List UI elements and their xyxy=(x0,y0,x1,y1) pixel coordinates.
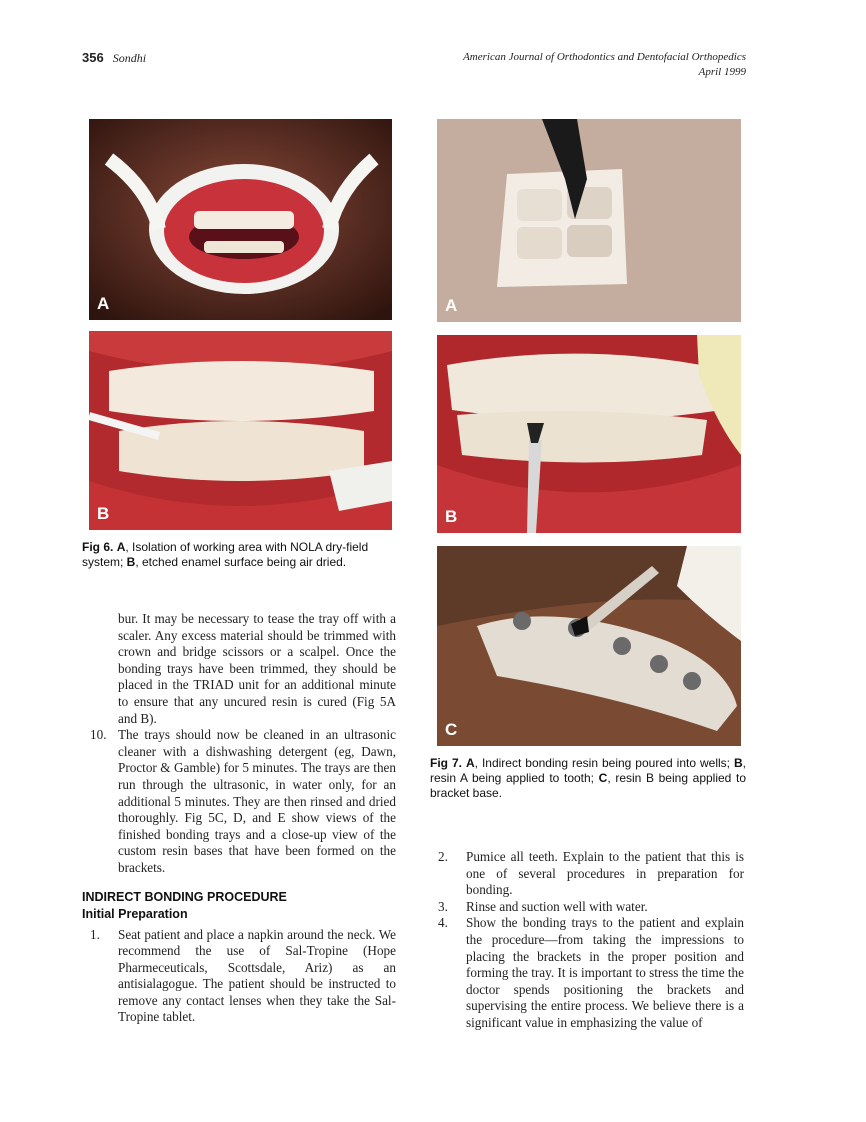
fig6-caption-a-letter: A xyxy=(116,540,126,554)
page-number: 356 xyxy=(82,50,104,65)
fig7-panel-letter-b: B xyxy=(445,507,458,526)
list-item-number: 2. xyxy=(438,849,448,864)
fig7-photo-a-drawing xyxy=(437,119,741,322)
list-item-number: 3. xyxy=(438,898,448,914)
fig6-caption xyxy=(82,540,394,570)
fig7-panel-letter-a: A xyxy=(445,296,458,315)
list-item-number: 1. xyxy=(90,926,100,942)
fig7-photo-b-drawing xyxy=(437,335,741,533)
list-item-text: Seat patient and place a napkin around the neck. We recommend the use of Sal-Tropine (Hope Pharmeceuticals, Scottsdale, Ariz) as an antisialagogue. The patient should be instructed to remove any contact lenses when they take the Sal-Tropine tablet. xyxy=(118,926,396,1025)
issue-date: April 1999 xyxy=(698,66,746,78)
list-item-text: Rinse and suction well with water. xyxy=(466,898,648,914)
fig6-photo-b xyxy=(89,331,392,530)
fig7-caption-b-text: , resin A being applied to tooth; xyxy=(430,756,746,785)
fig6-photo-a xyxy=(89,119,392,320)
running-header-left xyxy=(82,50,146,66)
fig6-caption-a-text: , Isolation of working area with NOLA dry-field system; xyxy=(82,540,369,569)
fig7-caption-c-text: , resin B being applied to bracket base. xyxy=(430,771,746,800)
fig7-photo-b xyxy=(437,335,741,533)
running-author: Sondhi xyxy=(112,51,147,65)
fig7-caption-b-letter: B xyxy=(733,756,743,770)
left-column xyxy=(82,611,396,1026)
list-item-4 xyxy=(430,915,744,1031)
list-item-2 xyxy=(430,849,744,899)
fig7-photo-c-drawing xyxy=(437,546,741,746)
fig7-photo-c xyxy=(437,546,741,746)
right-column xyxy=(430,849,744,1032)
fig6-caption-b-letter: B xyxy=(126,555,136,569)
fig7-caption-label: Fig 7. xyxy=(430,756,462,770)
fig7-caption-c-letter: C xyxy=(598,771,608,785)
fig6-panel-letter-a: A xyxy=(97,294,110,313)
list-item-number: 4. xyxy=(438,915,448,931)
fig6-photo-a-drawing xyxy=(89,119,392,320)
list-item-10 xyxy=(82,727,396,876)
running-header-right xyxy=(463,50,746,80)
list-item-1 xyxy=(82,927,396,1027)
fig7-caption-a-text: , Indirect bonding resin being poured into wells; xyxy=(474,756,734,770)
fig6-caption-b-text: , etched enamel surface being air dried. xyxy=(135,555,347,569)
list-item-text: Show the bonding trays to the patient and explain the procedure—from taking the impressions to placing the brackets in the proper position and forming the tray. It is important to stress the time the doctor spends positioning the brackets and supervising the entire process. We believe there is a significant value in emphasizing the value of xyxy=(466,915,744,1030)
list-item-number: 10. xyxy=(90,727,107,743)
section-heading: INDIRECT BONDING PROCEDURE xyxy=(82,889,287,904)
fig6-panel-letter-b: B xyxy=(97,504,110,523)
fig6-caption-label: Fig 6. xyxy=(82,540,114,554)
list-item-text: The trays should now be cleaned in an ultrasonic cleaner with a dishwashing detergent (eg, Dawn, Proctor & Gamble) for 5 minutes. The trays are then run through the ultrasonic, in water only, for an additional 5 minutes. They are then rinsed and dried thoroughly. Fig 5C, D, and E show views of the finished bonding trays and a close-up view of the custom resin bases that have been formed on the brackets. xyxy=(118,727,396,875)
fig6-photo-b-drawing xyxy=(89,331,392,530)
subsection-heading: Initial Preparation xyxy=(82,906,188,921)
list-item-3 xyxy=(430,899,744,916)
fig7-panel-letter-c: C xyxy=(445,720,458,739)
list-item-text: Pumice all teeth. Explain to the patient that this is one of several procedures in preparation for bonding. xyxy=(466,849,744,898)
fig7-photo-a xyxy=(437,119,741,322)
fig7-caption-a-letter: A xyxy=(465,756,475,770)
fig7-caption xyxy=(430,756,746,801)
journal-title: American Journal of Orthodontics and Dentofacial Orthopedics xyxy=(463,51,746,63)
paragraph-continuation: bur. It may be necessary to tease the tray off with a scaler. Any excess material should be trimmed with crown and bridge scissors or a scalpel. Once the bonding trays have been trimmed, they should be placed in the TRIAD unit for an additional minute to ensure that any uncured resin is cured (Fig 5A and B). xyxy=(118,611,396,726)
